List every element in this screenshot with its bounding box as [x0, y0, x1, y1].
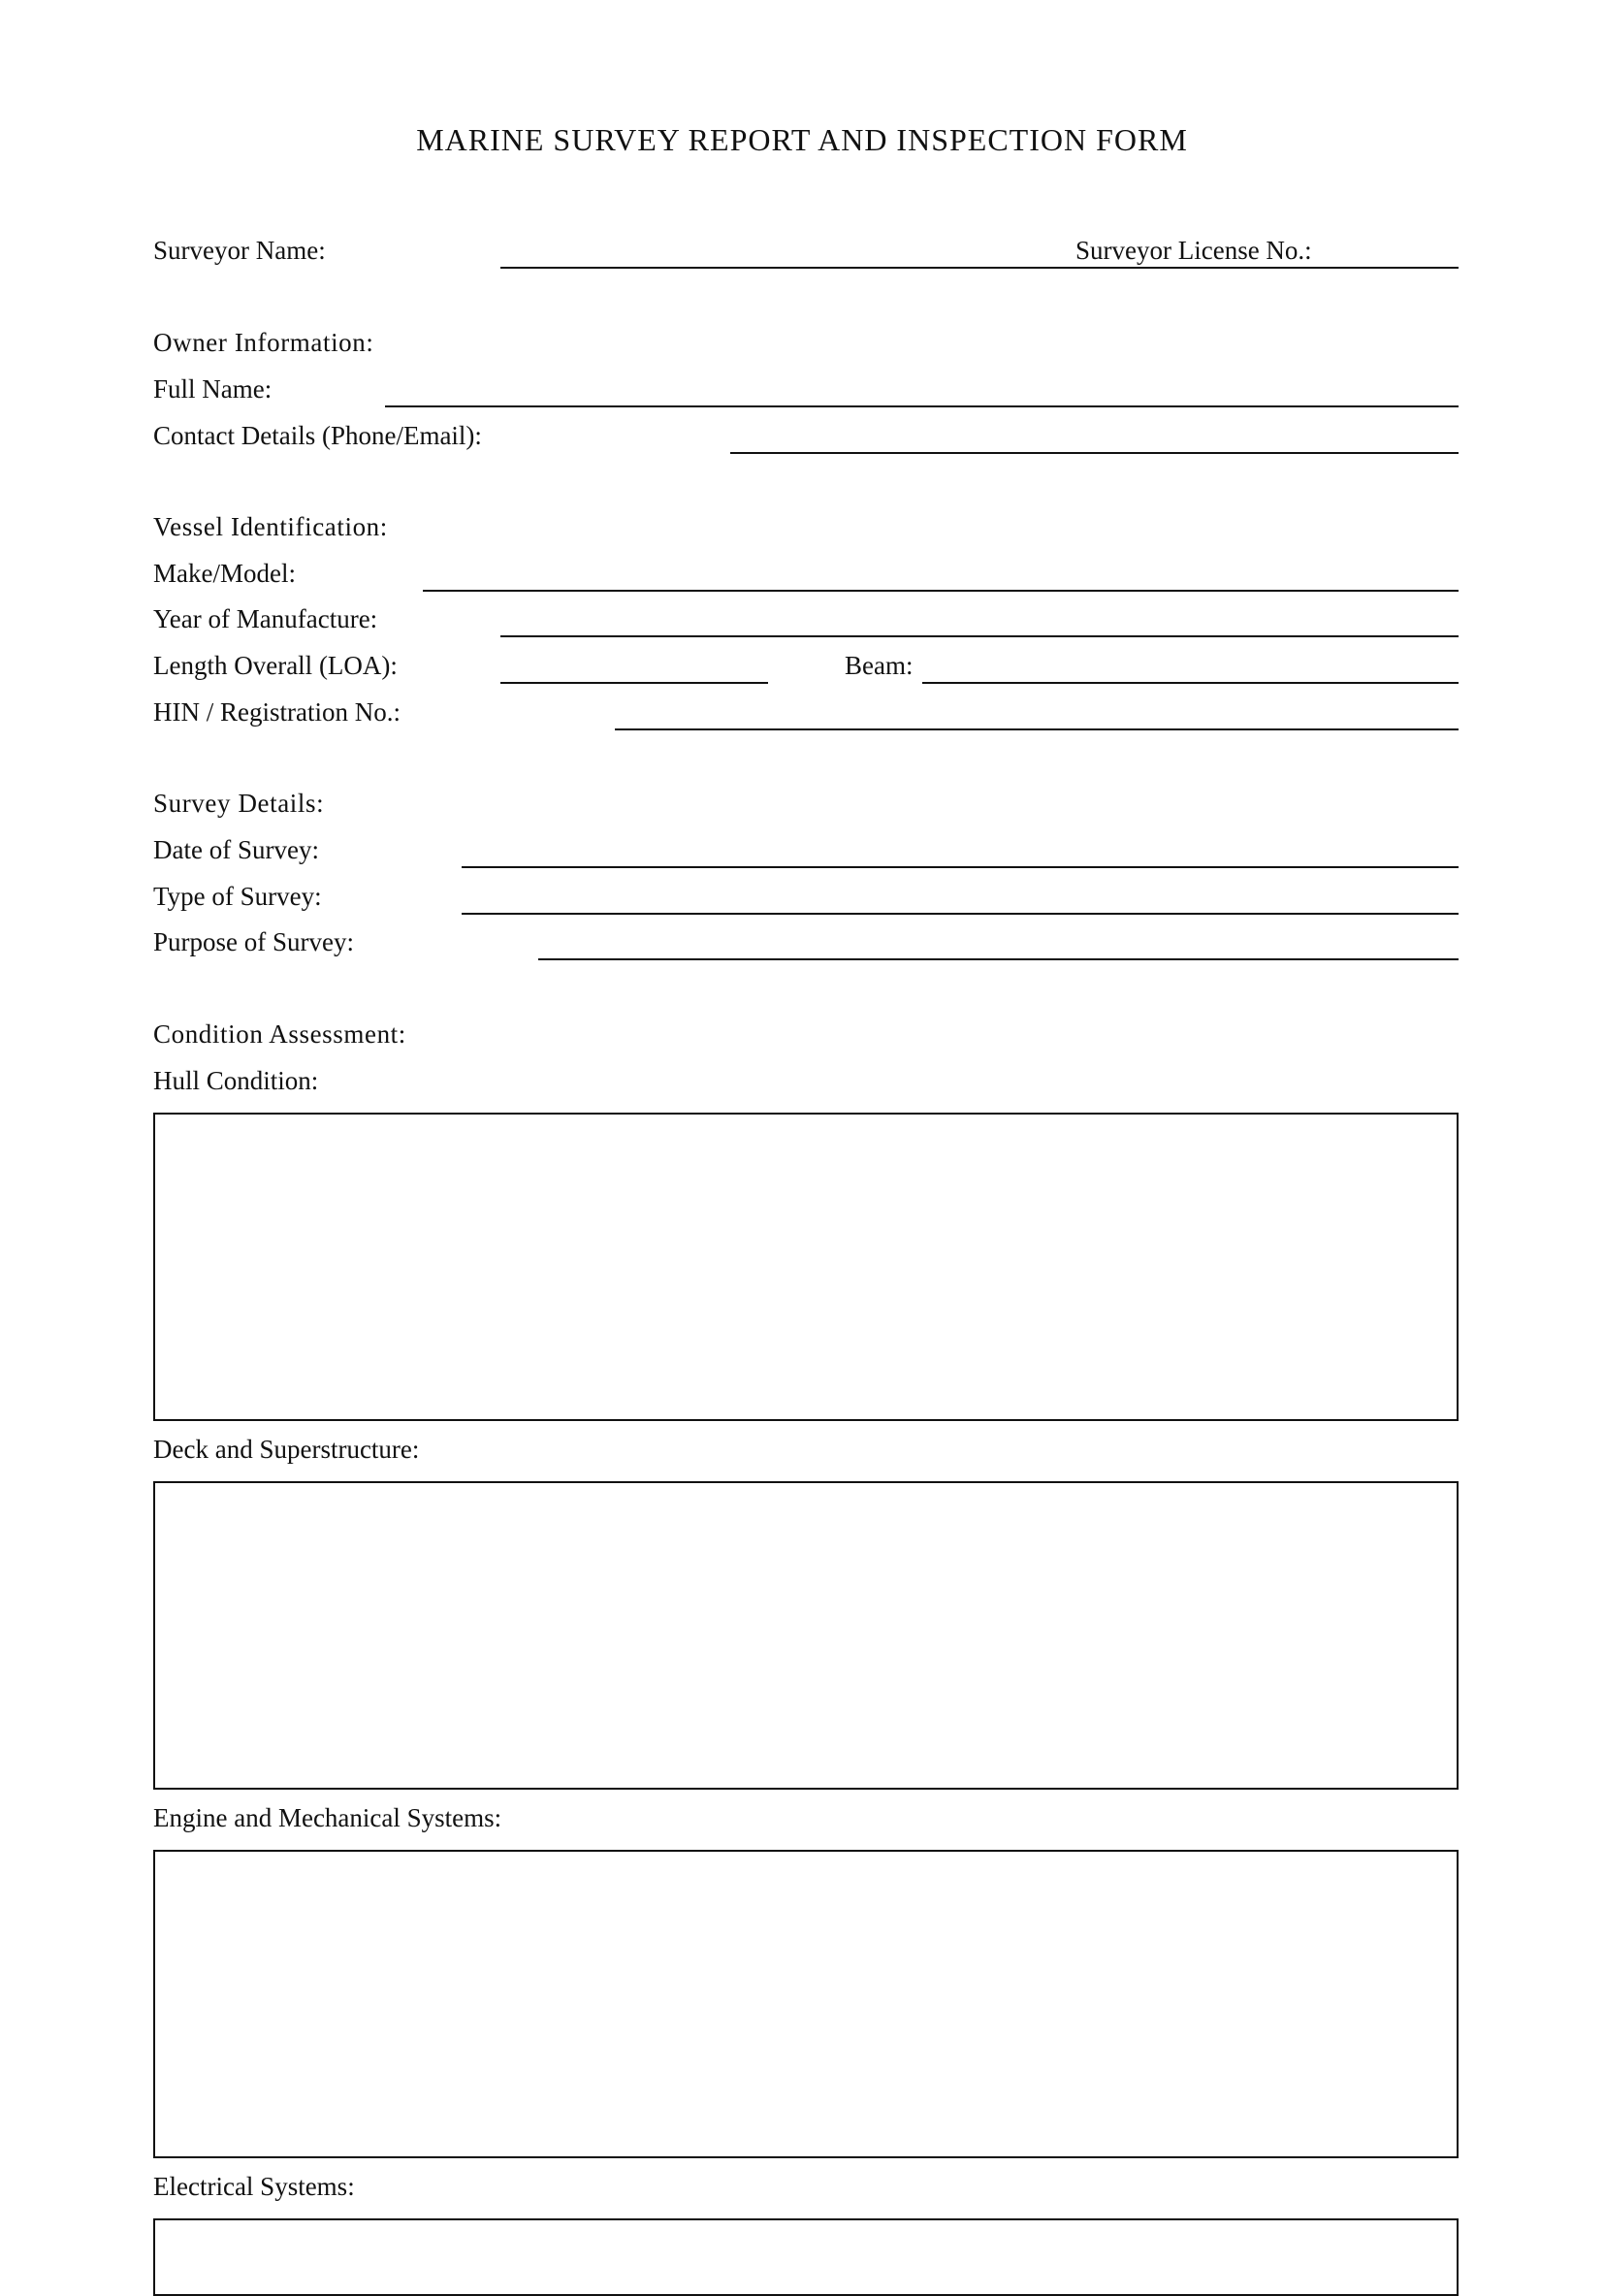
hin-registration-label: HIN / Registration No.:: [153, 697, 401, 727]
surveyor-name-field[interactable]: [500, 267, 1459, 269]
surveyor-license-label: Surveyor License No.:: [1075, 236, 1312, 265]
type-of-survey-label: Type of Survey:: [153, 882, 322, 911]
electrical-systems-box[interactable]: [153, 2218, 1459, 2296]
engine-mechanical-box[interactable]: [153, 1850, 1459, 2158]
length-overall-label: Length Overall (LOA):: [153, 651, 398, 680]
full-name-label: Full Name:: [153, 374, 273, 404]
page-title: MARINE SURVEY REPORT AND INSPECTION FORM: [416, 122, 1188, 157]
owner-information-heading: Owner Information:: [153, 328, 374, 357]
hin-registration-field[interactable]: [615, 728, 1459, 730]
make-model-label: Make/Model:: [153, 559, 296, 588]
date-of-survey-label: Date of Survey:: [153, 835, 319, 864]
purpose-of-survey-field[interactable]: [538, 958, 1459, 960]
contact-details-field[interactable]: [730, 452, 1459, 454]
engine-mechanical-label: Engine and Mechanical Systems:: [153, 1803, 502, 1832]
contact-details-label: Contact Details (Phone/Email):: [153, 421, 482, 450]
beam-field[interactable]: [922, 682, 1459, 684]
date-of-survey-field[interactable]: [462, 866, 1459, 868]
deck-superstructure-box[interactable]: [153, 1481, 1459, 1790]
year-of-manufacture-label: Year of Manufacture:: [153, 604, 378, 633]
condition-assessment-heading: Condition Assessment:: [153, 1019, 406, 1049]
vessel-identification-heading: Vessel Identification:: [153, 512, 388, 541]
deck-superstructure-label: Deck and Superstructure:: [153, 1435, 420, 1464]
survey-details-heading: Survey Details:: [153, 789, 325, 818]
electrical-systems-label: Electrical Systems:: [153, 2172, 355, 2201]
full-name-field[interactable]: [385, 405, 1459, 407]
beam-label: Beam:: [845, 651, 914, 680]
hull-condition-box[interactable]: [153, 1113, 1459, 1421]
hull-condition-label: Hull Condition:: [153, 1066, 319, 1095]
make-model-field[interactable]: [423, 590, 1459, 592]
length-overall-field[interactable]: [500, 682, 768, 684]
year-of-manufacture-field[interactable]: [500, 635, 1459, 637]
surveyor-name-label: Surveyor Name:: [153, 236, 326, 265]
type-of-survey-field[interactable]: [462, 913, 1459, 915]
purpose-of-survey-label: Purpose of Survey:: [153, 927, 354, 956]
